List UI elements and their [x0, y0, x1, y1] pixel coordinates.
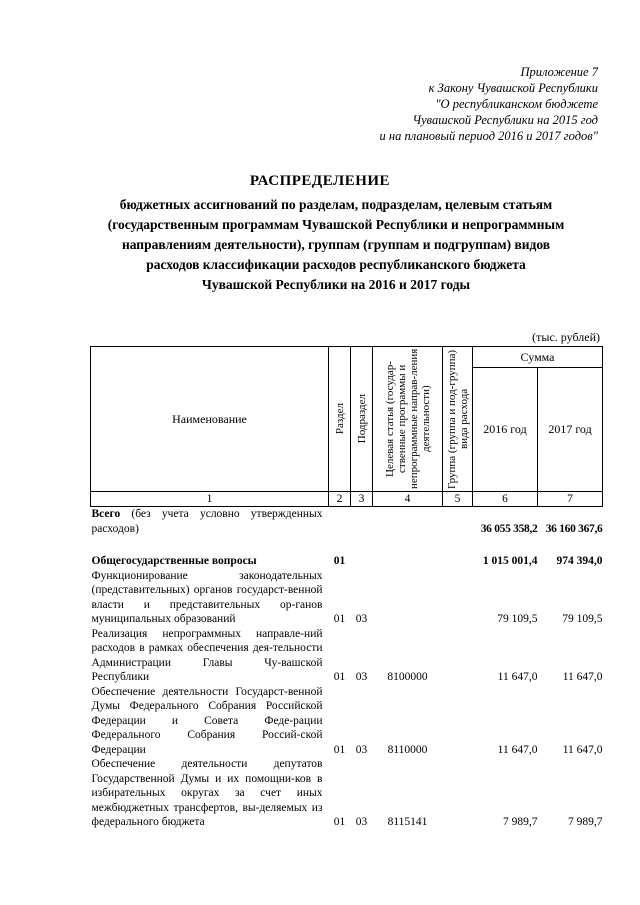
total-note: (без учета условно утвержденных расходов)	[91, 508, 323, 535]
header-name: Наименование	[91, 347, 329, 492]
document-title: РАСПРЕДЕЛЕНИЕ	[249, 173, 391, 189]
budget-table	[90, 346, 603, 830]
header-subsection: Подраздел	[351, 347, 373, 492]
row-subsection: 03	[355, 816, 368, 828]
subtitle-line: (государственным программам Чувашской Республики и непрограммным	[107, 217, 565, 232]
header-year-2017: 2017 год	[538, 368, 603, 492]
document-subtitle	[82, 195, 590, 295]
row-expense-group	[443, 685, 473, 758]
col-number: 5	[443, 492, 473, 507]
row-expense-group	[443, 569, 473, 627]
total-2016: 36 055 358,2	[480, 522, 538, 535]
row-name: Функционирование законодательных (представительных) органов государст-венной власти и представительных ор-ганов муниципальных образований	[91, 569, 323, 625]
header-expense-group: Группа (группа и под-группа) вида расхода	[443, 347, 473, 492]
row-name: Обеспечение деятельности депутатов Государственной Думы и их помощни-ков в избирательных округах за счет иных межбюджетных трансфертов, вы-деляемых из федерального бюджета	[91, 758, 323, 828]
total-name	[91, 507, 329, 537]
row-section: 01	[333, 613, 346, 625]
table-row	[91, 685, 603, 758]
row-amount-2016: 7 989,7	[503, 816, 538, 828]
subtitle-line: бюджетных ассигнований по разделам, подразделам, целевым статьям	[119, 197, 553, 212]
header-sum: Сумма	[473, 347, 603, 368]
row-expense-group	[443, 757, 473, 830]
total-2017: 36 160 367,6	[545, 522, 603, 535]
units-label: (тыс. рублей)	[532, 330, 600, 344]
row-subsection: 03	[355, 743, 368, 756]
row-expense-group	[443, 627, 473, 685]
header-section: Раздел	[329, 347, 351, 492]
row-section: 01	[333, 671, 346, 683]
col-number: 4	[373, 492, 443, 507]
row-section: 01	[333, 816, 346, 828]
appendix-line: и на плановый период 2016 и 2017 годов"	[379, 129, 598, 143]
col-number: 7	[538, 492, 603, 507]
row-amount-2016: 79 109,5	[497, 613, 538, 625]
row-subsection: 03	[355, 613, 368, 625]
subtitle-line: расходов классификации расходов республиканского бюджета	[146, 257, 526, 272]
row-target-article: 8110000	[387, 743, 428, 756]
column-numbers-row	[91, 492, 603, 507]
row-amount-2016: 1 015 001,4	[482, 555, 538, 567]
appendix-line: Чувашской Республики на 2015 год	[412, 113, 598, 127]
row-target-article: 8100000	[387, 671, 428, 683]
row-subsection	[351, 554, 373, 569]
appendix-line: к Закону Чувашской Республики	[428, 81, 598, 95]
row-section: 01	[333, 555, 346, 567]
table-row	[91, 569, 603, 627]
spacer-row	[91, 536, 603, 554]
row-amount-2017: 11 647,0	[562, 671, 603, 683]
row-target-article	[373, 554, 443, 569]
table-row	[91, 627, 603, 685]
header-target-article: Целевая статья (государ-ственные программы и непрограммные направ-ления деятельности)	[373, 347, 443, 492]
total-row	[91, 507, 603, 537]
row-amount-2016: 11 647,0	[497, 671, 538, 683]
header-year-2016: 2016 год	[473, 368, 538, 492]
row-name: Обеспечение деятельности Государст-венной Думы Федерального Собрания Российской Федерации и Совета Феде-рации Федерального Собрания Россий-ской Федерации	[91, 685, 323, 756]
subtitle-line: направлениям деятельности), группам (группам и подгруппам) видов	[121, 237, 551, 252]
table-row	[91, 554, 603, 569]
total-label: Всего	[91, 508, 121, 520]
col-number: 6	[473, 492, 538, 507]
row-target-article	[373, 569, 443, 627]
appendix-line: Приложение 7	[520, 65, 598, 79]
row-subsection: 03	[355, 671, 368, 683]
row-name: Реализация непрограммных направле-ний расходов в рамках обеспечения дея-тельности Администрации Главы Чу-вашской Республики	[91, 627, 323, 683]
table-row	[91, 757, 603, 830]
row-amount-2017: 79 109,5	[562, 613, 603, 625]
subtitle-line: Чувашской Республики на 2016 и 2017 годы	[201, 277, 471, 292]
row-amount-2016: 11 647,0	[497, 743, 538, 756]
row-section: 01	[333, 743, 346, 756]
row-amount-2017: 974 394,0	[556, 555, 603, 567]
col-number: 3	[351, 492, 373, 507]
row-name: Общегосударственные вопросы	[91, 555, 257, 567]
appendix-note	[278, 64, 598, 144]
col-number: 1	[91, 492, 329, 507]
row-expense-group	[443, 554, 473, 569]
col-number: 2	[329, 492, 351, 507]
row-target-article: 8115141	[387, 816, 428, 828]
appendix-line: "О республиканском бюджете	[435, 97, 598, 111]
row-amount-2017: 7 989,7	[568, 816, 603, 828]
row-amount-2017: 11 647,0	[562, 743, 603, 756]
